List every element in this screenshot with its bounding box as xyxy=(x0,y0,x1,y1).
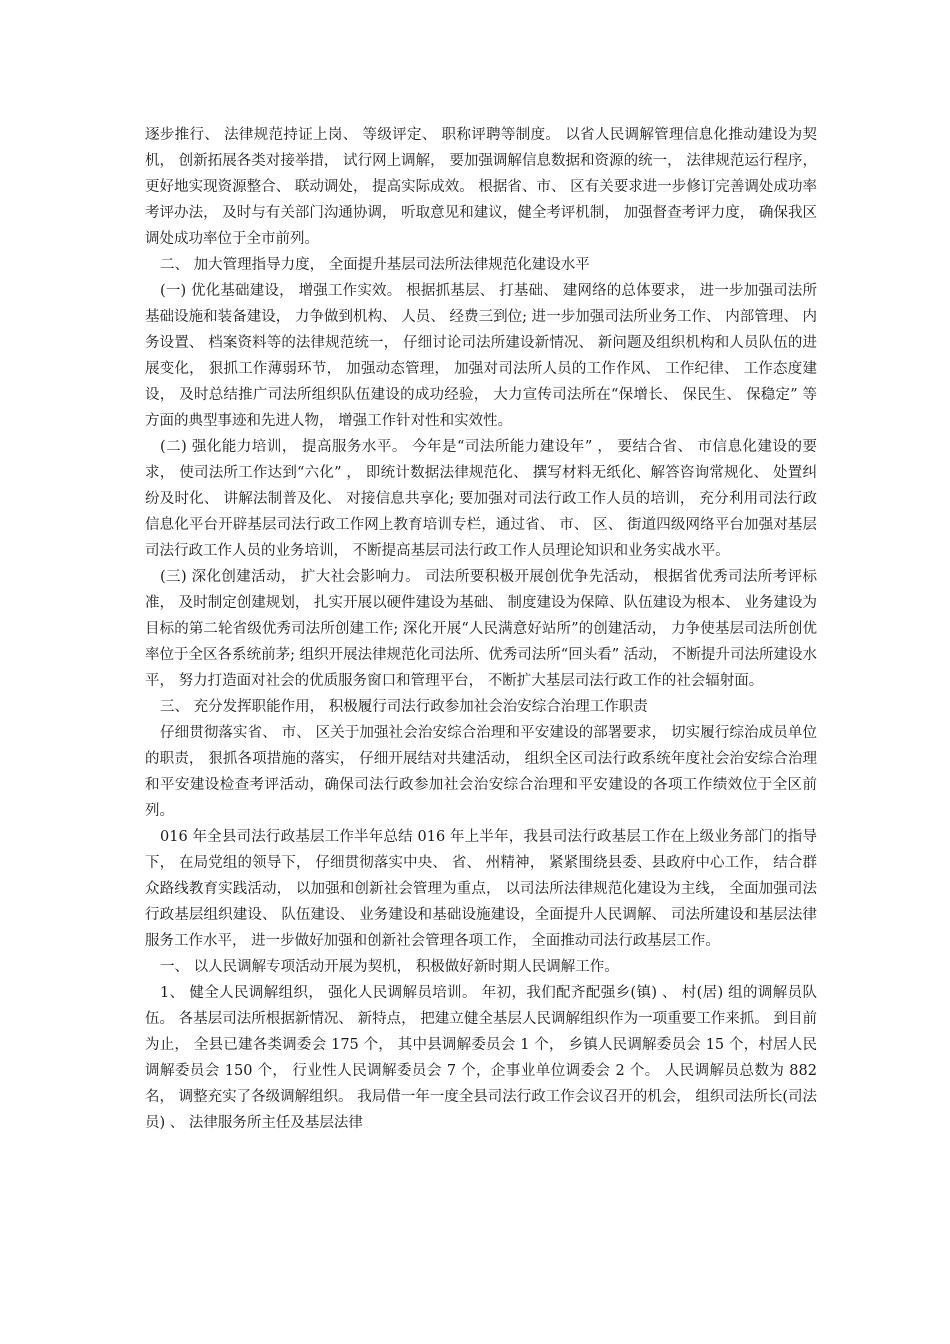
section-heading: 三、 充分发挥职能作用， 积极履行司法行政参加社会治安综合治理工作职责 xyxy=(160,699,648,715)
document-body xyxy=(145,122,817,1136)
body-paragraph: 016 年全县司法行政基层工作半年总结 016 年上半年，我县司法行政基层工作在上级业务部门的指导下， 在局党组的领导下， 仔细贯彻落实中央、 省、 州精神， 紧紧围绕县委、县政府中心工作， 结合群众路线教育实践活动， 以加强和创新社会管理为重点， 以司法所法律规范化建设为主线， 全面加强司法行政基层组织建设、 队伍建设、 业务建设和基础设施建设，全面提升人民调解、 司法所建设和基层法律服务工作水平， 进一步做好加强和创新社会管理各项工作， 全面推动司法行政基层工作。 xyxy=(145,829,817,949)
section-heading: 一、 以人民调解专项活动开展为契机， 积极做好新时期人民调解工作。 xyxy=(160,959,619,975)
body-paragraph: 1、 健全人民调解组织， 强化人民调解员培训。 年初，我们配齐配强乡(镇) 、 村(居) 组的调解员队伍。 各基层司法所根据新情况、 新特点， 把建立健全基层人民调解组织作为一项重要工作来抓。 到目前为止， 全县已建各类调委会 175 个， 其中县调解委员会 1 个， 乡镇人民调解委员会 15 个，村居人民调解委员会 150 个， 行业性人民调解委员会 7 个，企事业单位调委会 2 个。 人民调解员总数为 882 名， 调整充实了各级调解组织。 我局借一年一度全县司法行政工作会议召开的机会， 组织司法所长(司法员) 、 法律服务所主任及基层法律 xyxy=(145,985,817,1131)
body-paragraph: 仔细贯彻落实省、 市、 区关于加强社会治安综合治理和平安建设的部署要求， 切实履行综治成员单位的职责， 狠抓各项措施的落实， 仔细开展结对共建活动， 组织全区司法行政系统年度社会治安综合治理和平安建设检查考评活动，确保司法行政参加社会治安综合治理和平安建设的各项工作绩效位于全区前列。 xyxy=(145,725,817,819)
body-paragraph: (二) 强化能力培训， 提高服务水平。 今年是“司法所能力建设年” ， 要结合省、 市信息化建设的要求， 使司法所工作达到“六化” ， 即统计数据法律规范化、 撰写材料无纸化、解答咨询常规化、 处置纠纷及时化、 讲解法制普及化、 对接信息共享化; 要加强对司法行政工作人员的培训， 充分利用司法行政信息化平台开辟基层司法行政工作网上教育培训专栏，通过省、 市、 区、 街道四级网络平台加强对基层司法行政工作人员的业务培训， 不断提高基层司法行政工作人员理论知识和业务实战水平。 xyxy=(145,439,817,559)
body-paragraph: 逐步推行、 法律规范持证上岗、 等级评定、 职称评聘等制度。 以省人民调解管理信息化推动建设为契机， 创新拓展各类对接举措， 试行网上调解， 要加强调解信息数据和资源的统一， 法律规范运行程序，更好地实现资源整合、 联动调处， 提高实际成效。 根据省、市、 区有关要求进一步修订完善调处成功率考评办法， 及时与有关部门沟通协调， 听取意见和建议，健全考评机制， 加强督查考评力度， 确保我区调处成功率位于全市前列。 xyxy=(145,127,817,247)
section-heading: 二、 加大管理指导力度， 全面提升基层司法所法律规范化建设水平 xyxy=(160,257,590,273)
body-paragraph: (一) 优化基础建设， 增强工作实效。 根据抓基层、 打基础、 建网络的总体要求， 进一步加强司法所基础设施和装备建设， 力争做到机构、 人员、 经费三到位; 进一步加强司法所业务工作、 内部管理、 内务设置、 档案资料等的法律规范统一， 仔细讨论司法所建设新情况、 新问题及组织机构和人员队伍的进展变化， 狠抓工作薄弱环节， 加强动态管理， 加强对司法所人员的工作作风、 工作纪律、 工作态度建设， 及时总结推广司法所组织队伍建设的成功经验， 大力宣传司法所在“保增长、 保民生、 保稳定” 等方面的典型事迹和先进人物， 增强工作针对性和实效性。 xyxy=(145,283,817,429)
body-paragraph: (三) 深化创建活动， 扩大社会影响力。 司法所要积极开展创优争先活动， 根据省优秀司法所考评标准， 及时制定创建规划， 扎实开展以硬件建设为基础、 制度建设为保障、队伍建设为根本、 业务建设为目标的第二轮省级优秀司法所创建工作; 深化开展“人民满意好站所”的创建活动， 力争使基层司法所创优率位于全区各系统前茅; 组织开展法律规范化司法所、优秀司法所“回头看” 活动， 不断提升司法所建设水平， 努力打造面对社会的优质服务窗口和管理平台， 不断扩大基层司法行政工作的社会辐射面。 xyxy=(145,569,817,689)
